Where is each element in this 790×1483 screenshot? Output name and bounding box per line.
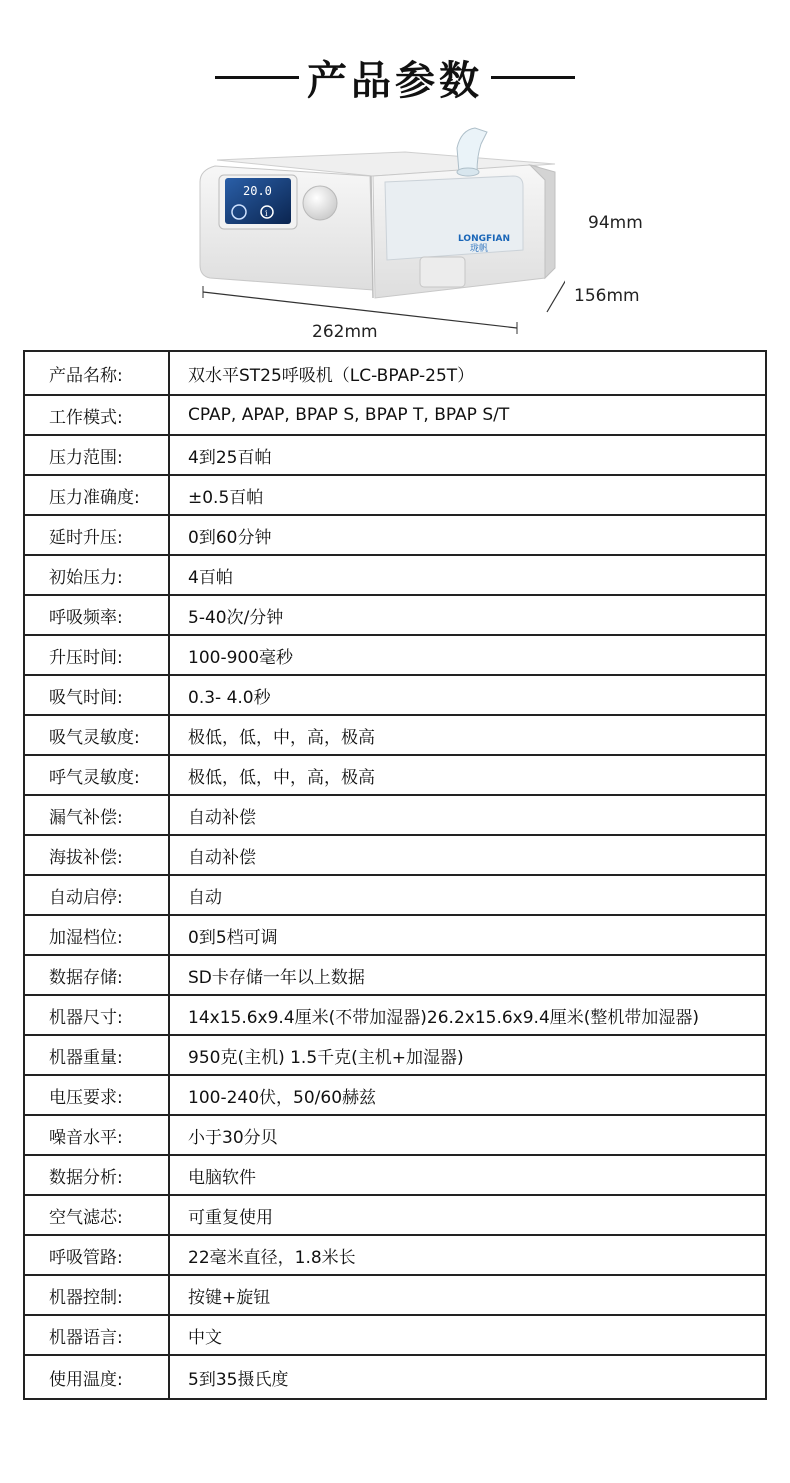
spec-label: 噪音水平: <box>24 1115 169 1155</box>
spec-label: 机器控制: <box>24 1275 169 1315</box>
spec-label: 海拔补偿: <box>24 835 169 875</box>
spec-row <box>24 875 766 915</box>
control-knob <box>303 186 337 220</box>
spec-row <box>24 351 766 395</box>
spec-row <box>24 1355 766 1399</box>
spec-value: 双水平ST25呼吸机（LC-BPAP-25T） <box>169 351 766 395</box>
spec-value: 中文 <box>169 1315 766 1355</box>
spec-value: 0到60分钟 <box>169 515 766 555</box>
spec-label: 呼吸频率: <box>24 595 169 635</box>
spec-row <box>24 955 766 995</box>
spec-label: 数据分析: <box>24 1155 169 1195</box>
spec-value: CPAP, APAP, BPAP S, BPAP T, BPAP S/T <box>169 395 766 435</box>
spec-row <box>24 555 766 595</box>
spec-row <box>24 915 766 955</box>
spec-value: 自动补偿 <box>169 795 766 835</box>
spec-label: 机器语言: <box>24 1315 169 1355</box>
spec-value: 22毫米直径，1.8米长 <box>169 1235 766 1275</box>
spec-label: 压力准确度: <box>24 475 169 515</box>
spec-value: 按键+旋钮 <box>169 1275 766 1315</box>
spec-value: 可重复使用 <box>169 1195 766 1235</box>
spec-row <box>24 835 766 875</box>
spec-value: 电脑软件 <box>169 1155 766 1195</box>
spec-value: ±0.5百帕 <box>169 475 766 515</box>
brand-logo-cn: 珑帆 <box>470 244 489 254</box>
depth-dimension: 156mm <box>574 286 640 306</box>
spec-label: 漏气补偿: <box>24 795 169 835</box>
spec-value: 4百帕 <box>169 555 766 595</box>
spec-value: 小于30分贝 <box>169 1115 766 1155</box>
spec-row <box>24 1195 766 1235</box>
spec-row <box>24 595 766 635</box>
spec-row <box>24 1115 766 1155</box>
spec-row <box>24 1035 766 1075</box>
height-dimension: 94mm <box>588 213 643 233</box>
spec-row <box>24 1155 766 1195</box>
spec-row <box>24 755 766 795</box>
spec-row <box>24 515 766 555</box>
spec-label: 呼吸管路: <box>24 1235 169 1275</box>
page-title <box>0 48 790 106</box>
spec-value: 950克(主机) 1.5千克(主机+加湿器) <box>169 1035 766 1075</box>
spec-label: 吸气时间: <box>24 675 169 715</box>
spec-value: 极低，低，中，高，极高 <box>169 755 766 795</box>
spec-value: 0.3- 4.0秒 <box>169 675 766 715</box>
spec-row <box>24 395 766 435</box>
spec-row <box>24 1315 766 1355</box>
spec-label: 空气滤芯: <box>24 1195 169 1235</box>
spec-value: 5到35摄氏度 <box>169 1355 766 1399</box>
spec-label: 延时升压: <box>24 515 169 555</box>
spec-value: 0到5档可调 <box>169 915 766 955</box>
spec-row <box>24 715 766 755</box>
svg-text:i: i <box>265 209 268 218</box>
spec-row <box>24 1275 766 1315</box>
spec-row <box>24 435 766 475</box>
spec-label: 吸气灵敏度: <box>24 715 169 755</box>
spec-label: 自动启停: <box>24 875 169 915</box>
spec-row <box>24 795 766 835</box>
spec-label: 升压时间: <box>24 635 169 675</box>
spec-value: 自动 <box>169 875 766 915</box>
screen-readout: 20.0 <box>243 184 272 198</box>
spec-label: 产品名称: <box>24 351 169 395</box>
spec-label: 电压要求: <box>24 1075 169 1115</box>
spec-value: 100-900毫秒 <box>169 635 766 675</box>
spec-row <box>24 995 766 1035</box>
title-left-rule <box>215 76 299 79</box>
spec-row <box>24 635 766 675</box>
spec-label: 使用温度: <box>24 1355 169 1399</box>
spec-value: 自动补偿 <box>169 835 766 875</box>
spec-label: 工作模式: <box>24 395 169 435</box>
title-text: 产品参数 <box>307 57 483 104</box>
width-dimension: 262mm <box>312 322 378 342</box>
spec-label: 机器尺寸: <box>24 995 169 1035</box>
spec-value: 极低，低，中，高，极高 <box>169 715 766 755</box>
humidifier-handle <box>420 257 465 287</box>
spec-table <box>23 350 767 1400</box>
spec-label: 加湿档位: <box>24 915 169 955</box>
spec-label: 数据存储: <box>24 955 169 995</box>
spec-value: 100-240伏，50/60赫兹 <box>169 1075 766 1115</box>
spec-label: 呼气灵敏度: <box>24 755 169 795</box>
spec-label: 初始压力: <box>24 555 169 595</box>
spec-value: 5-40次/分钟 <box>169 595 766 635</box>
spec-table-body <box>24 351 766 1399</box>
spec-value: SD卡存储一年以上数据 <box>169 955 766 995</box>
title-right-rule <box>491 76 575 79</box>
spec-label: 压力范围: <box>24 435 169 475</box>
spec-row <box>24 1075 766 1115</box>
spec-row <box>24 475 766 515</box>
spec-label: 机器重量: <box>24 1035 169 1075</box>
spec-row <box>24 1235 766 1275</box>
spec-row <box>24 675 766 715</box>
spec-value: 4到25百帕 <box>169 435 766 475</box>
brand-logo: LONGFIAN <box>458 234 510 244</box>
spec-value: 14x15.6x9.4厘米(不带加湿器)26.2x15.6x9.4厘米(整机带加湿器) <box>169 995 766 1035</box>
device-illustration <box>195 120 565 340</box>
